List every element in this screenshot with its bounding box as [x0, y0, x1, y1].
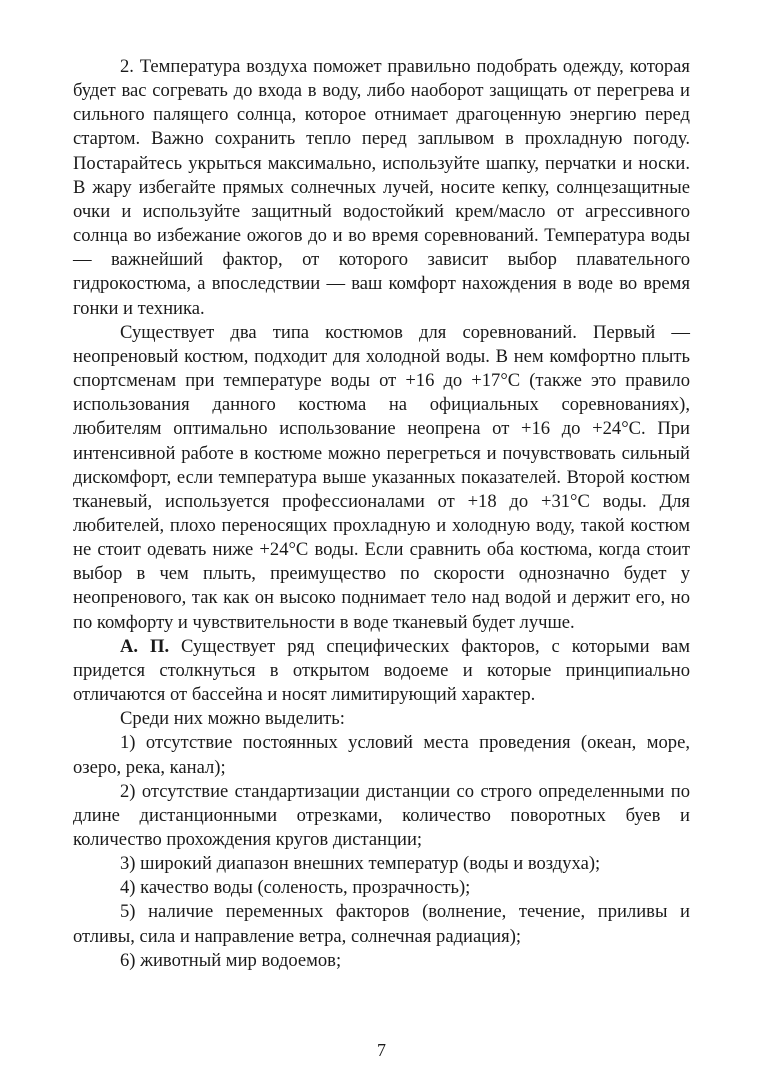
list-item-2: 2) отсутствие стандартизации дистанции со строго определенными по длине дистанционными отрезками, количество поворотных буев и количество прохождения кругов дистанции;	[73, 780, 690, 850]
page-number: 7	[377, 1040, 386, 1060]
paragraph-suit-types: Существует два типа костюмов для соревнований. Первый — неопреновый костюм, подходит для холодной воды. В нем комфортно плыть спортсменам при температуре воды от +16 до +17°C (также это правило использования данного костюма на официальных соревнованиях), любителям оптимально использование неопрена от +16 до +24°C. При интенсивной работе в костюме можно перегреться и почувствовать сильный дискомфорт, если температура выше указанных показателей. Второй костюм тканевый, используется профессионалами от +18 до +31°C воды. Для любителей, плохо переносящих прохладную и холодную воду, такой костюм не стоит одевать ниже +24°C воды. Если сравнить оба костюма, когда стоит выбор в чем плыть, преимущество по скорости однозначно будет у неопренового, так как он высоко поднимает тело над водой и держит его, но по комфорту и чувствительности в воде тканевый будет лучше.	[73, 321, 690, 633]
paragraph-specific-factors: А. П. Существует ряд специфических факторов, с которыми вам придется столкнуться в открытом водоеме и которые принципиально отличаются от бассейна и носят лимитирующий характер.	[73, 635, 690, 706]
page-body	[73, 55, 690, 973]
list-item-1: 1) отсутствие постоянных условий места проведения (океан, море, озеро, река, канал);	[73, 732, 690, 778]
list-item-5: 5) наличие переменных факторов (волнение, течение, приливы и отливы, сила и направление ветра, солнечная радиация);	[73, 901, 690, 947]
list-item-4: 4) качество воды (соленость, прозрачность);	[120, 877, 471, 899]
author-initials: А. П.	[120, 635, 170, 657]
list-item-3: 3) широкий диапазон внешних температур (воды и воздуха);	[120, 853, 601, 875]
list-item-6: 6) животный мир водоемов;	[120, 949, 342, 971]
paragraph-air-temperature: 2. Температура воздуха поможет правильно подобрать одежду, которая будет вас согревать до входа в воду, либо наоборот защищать от перегрева и сильного палящего солнца, которое отнимает драгоценную энергию перед стартом. Важно сохранить тепло перед заплывом в прохладную погоду. Постарайтесь укрыться максимально, используйте шапку, перчатки и носки. В жару избегайте прямых солнечных лучей, носите кепку, солнцезащитные очки и используйте защитный водостойкий крем/масло от агрессивного солнца во избежание ожогов до и во время соревнований. Температура воды — важнейший фактор, от которого зависит выбор плавательного гидрокостюма, а впоследствии — ваш комфорт нахождения в воде во время гонки и техника.	[73, 56, 690, 319]
paragraph-list-intro: Среди них можно выделить:	[120, 708, 345, 730]
